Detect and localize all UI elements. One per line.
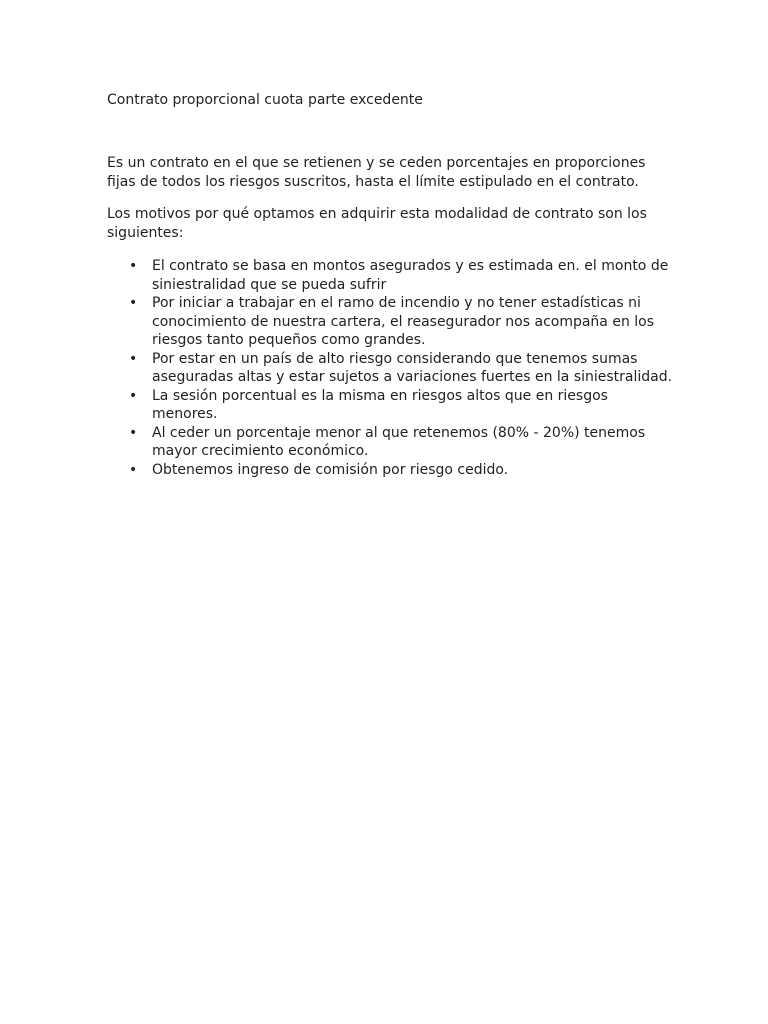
list-item: [107, 461, 677, 480]
bullet-icon: •: [129, 424, 138, 441]
list-item: [107, 257, 677, 294]
list-item-text: La sesión porcentual es la misma en riesgos altos que en riesgos menores.: [152, 387, 608, 422]
list-item-text: El contrato se basa en montos asegurados y es estimada en. el monto de siniestralidad que se pueda sufrir: [152, 258, 669, 293]
paragraph-motives: Los motivos por qué optamos en adquirir esta modalidad de contrato son los siguientes:: [107, 206, 647, 241]
bullet-list: [107, 257, 677, 479]
bullet-icon: •: [129, 461, 138, 478]
list-item-text: Por estar en un país de alto riesgo considerando que tenemos sumas aseguradas altas y estar sujetos a variaciones fuertes en la siniestralidad.: [152, 350, 673, 385]
paragraph-definition: Es un contrato en el que se retienen y se ceden porcentajes en proporciones fijas de todos los riesgos suscritos, hasta el límite estipulado en el contrato.: [107, 155, 646, 190]
bullet-icon: •: [129, 350, 138, 367]
list-item-text: Por iniciar a trabajar en el ramo de incendio y no tener estadísticas ni conocimiento de nuestra cartera, el reasegurador nos acompaña en los riesgos tanto pequeños como grandes.: [152, 295, 655, 348]
bullet-icon: •: [129, 295, 138, 311]
bullet-icon: •: [129, 387, 138, 404]
list-item: [107, 350, 677, 387]
document-title: Contrato proporcional cuota parte excedente: [107, 92, 423, 108]
list-item-text: Al ceder un porcentaje menor al que retenemos (80% - 20%) tenemos mayor crecimiento económico.: [152, 424, 646, 459]
list-item-text: Obtenemos ingreso de comisión por riesgo cedido.: [152, 461, 509, 478]
list-item: [107, 294, 677, 350]
bullet-icon: •: [129, 258, 138, 274]
list-item: [107, 424, 677, 461]
list-item: [107, 387, 677, 424]
